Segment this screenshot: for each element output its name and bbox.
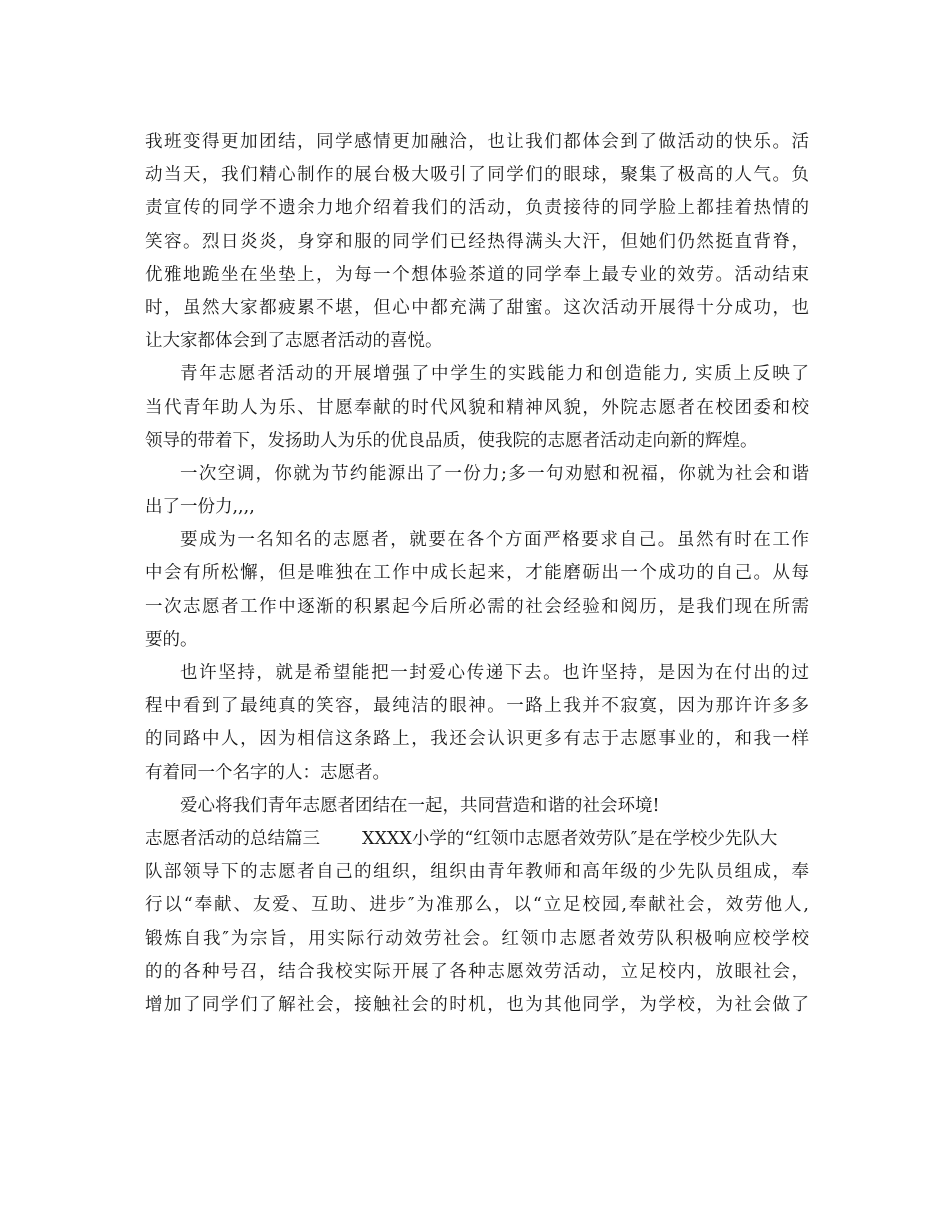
text-line: 行以“奉献、友爱、互助、进步″为准那么，以“立足校园,奉献社会，效劳他人,: [145, 895, 809, 916]
section-three: [145, 823, 809, 1022]
text-line: 的的各种号召，结合我校实际开展了各种志愿效劳活动，立足校内，放眼社会，: [145, 961, 809, 982]
para-youth-volunteer: [145, 358, 809, 458]
text-line: 领导的带着下，发扬助人为乐的优良品质，使我院的志愿者活动走向新的辉煌。: [145, 430, 758, 451]
section-three-first-line: [145, 823, 809, 856]
text-line: 增加了同学们了解社会，接触社会的时机，也为其他同学，为学校，为社会做了: [145, 994, 809, 1015]
text-line: 笑容。烈日炎炎，身穿和服的同学们已经热得满头大汗，但她们仍然挺直背脊，: [145, 231, 809, 252]
text-line: 当代青年助人为乐、甘愿奉献的时代风貌和精神风貌，外院志愿者在校团委和校: [145, 397, 809, 418]
text-line: 一次空调，你就为节约能源出了一份力;多一句劝慰和祝福，你就为社会和谐: [180, 463, 809, 484]
text-line: 一次志愿者工作中逐渐的积累起今后所必需的社会经验和阅历，是我们现在所需: [145, 596, 809, 617]
text-line: 时，虽然大家都疲累不堪，但心中都充满了甜蜜。这次活动开展得十分成功，也: [145, 297, 809, 318]
text-line: 锻炼自我″为宗旨，用实际行动效劳社会。红领巾志愿者效劳队积极响应校学校: [145, 928, 809, 949]
para-become-volunteer: [145, 524, 809, 657]
text-line: 中会有所松懈，但是唯独在工作中成长起来，才能磨砺出一个成功的自己。从每: [145, 563, 809, 584]
text-line: 让大家都体会到了志愿者活动的喜悦。: [145, 331, 443, 352]
section-intro-text: XXXX小学的“红领巾志愿者效劳队″是在学校少先队大: [362, 828, 778, 849]
text-line: 爱心将我们青年志愿者团结在一起，共同营造和谐的社会环境!: [180, 795, 660, 816]
para-love-unites: [145, 790, 809, 823]
text-line: 出了一份力,,,,: [145, 497, 255, 518]
text-line: 队部领导下的志愿者自己的组织，组织由青年教师和高年级的少先队员组成，奉: [145, 862, 809, 883]
text-line: 要成为一名知名的志愿者，就要在各个方面严格要求自己。虽然有时在工作: [180, 530, 809, 551]
text-line: 我班变得更加团结，同学感情更加融洽，也让我们都体会到了做活动的快乐。活: [145, 132, 809, 152]
text-line: 动当天，我们精心制作的展台极大吸引了同学们的眼球，聚集了极高的人气。负: [145, 165, 809, 186]
para-air-conditioner: [145, 458, 809, 524]
text-line: 青年志愿者活动的开展增强了中学生的实践能力和创造能力, 实质上反映了: [180, 364, 809, 385]
section-heading: 志愿者活动的总结篇三: [145, 828, 320, 849]
para-persistence: [145, 657, 809, 790]
text-line: 也许坚持，就是希望能把一封爱心传递下去。也许坚持，是因为在付出的过: [180, 663, 809, 683]
document-body: [145, 126, 809, 1022]
para-event-summary: [145, 126, 809, 358]
text-line: 优雅地跪坐在坐垫上，为每一个想体验茶道的同学奉上最专业的效劳。活动结束: [145, 264, 809, 285]
text-line: 要的。: [145, 629, 198, 650]
text-line: 有着同一个名字的人：志愿者。: [145, 762, 390, 783]
text-line: 程中看到了最纯真的笑容，最纯洁的眼神。一路上我并不寂寞，因为那许许多多: [145, 696, 809, 717]
text-line: 的同路中人，因为相信这条路上，我还会认识更多有志于志愿事业的，和我一样: [145, 729, 809, 750]
text-line: 责宣传的同学不遗余力地介绍着我们的活动，负责接待的同学脸上都挂着热情的: [145, 198, 809, 219]
